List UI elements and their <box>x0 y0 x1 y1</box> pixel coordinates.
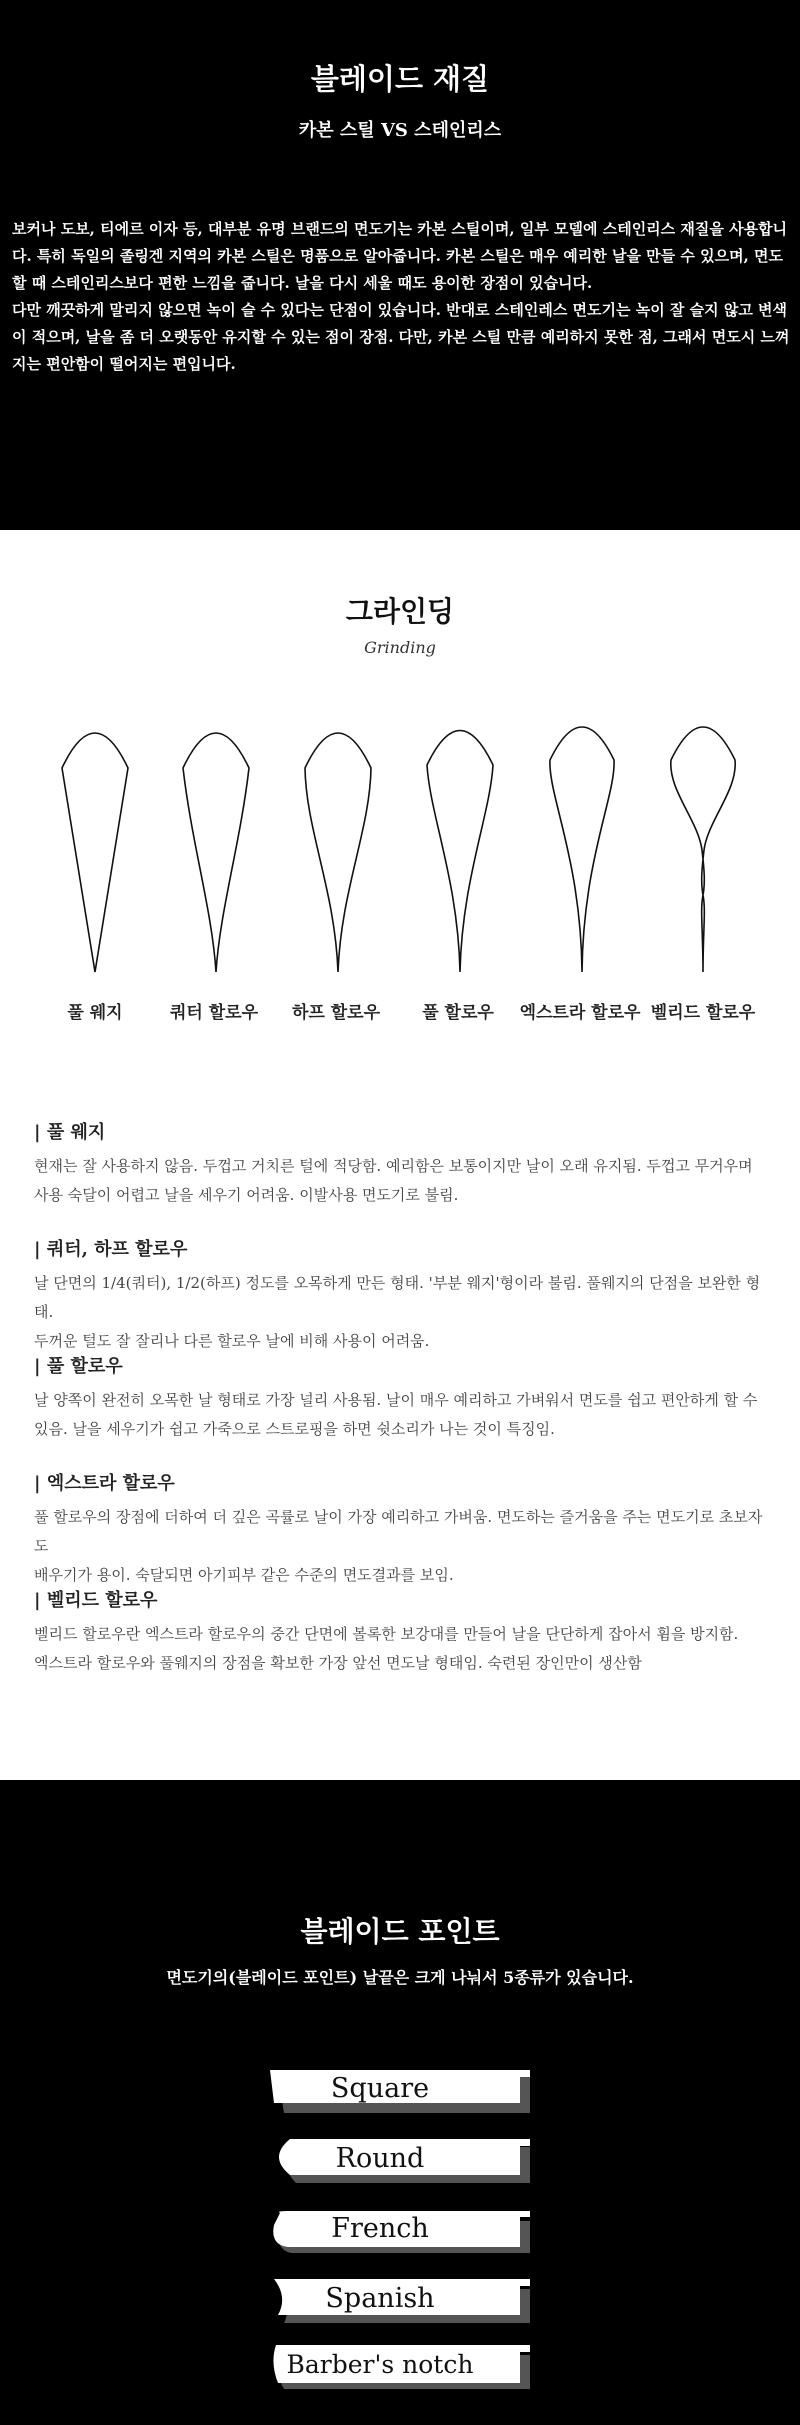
material-body <box>12 216 792 378</box>
half-hollow-profile <box>305 733 371 972</box>
full-wedge-label: 풀 웨지 <box>67 1003 123 1023</box>
description-line: 날 단면의 1/4(쿼터), 1/2(하프) 정도를 오목하게 만든 형태. '부분 웨지'형이라 불림. 풀웨지의 단점을 보완한 형태. <box>34 1274 761 1321</box>
material-title: 블레이드 재질 <box>310 62 490 96</box>
grinding-profiles-diagram <box>0 710 800 975</box>
half-hollow-label: 하프 할로우 <box>291 1003 381 1023</box>
bellied-hollow-label: 벨리드 할로우 <box>650 1003 756 1023</box>
point-french-label: French <box>331 2213 429 2244</box>
point-subtitle: 면도기의(블레이드 포인트) 날끝은 크게 나눠서 5종류가 있습니다. <box>166 1968 634 1987</box>
quarter-hollow-label: 쿼터 할로우 <box>169 1003 259 1023</box>
description-line: 사용 숙달이 어렵고 날을 세우기 어려움. 이발사용 면도기로 불림. <box>34 1186 459 1204</box>
description-heading: | 엑스트라 할로우 <box>34 1473 175 1494</box>
material-paragraph: 보커나 도보, 티에르 이자 등, 대부분 유명 브랜드의 면도기는 카본 스틸이며, 일부 모델에 스테인리스 재질을 사용합니다. 특히 독일의 졸링겐 지역의 카본 스틸은 명품으로 알아줍니다. 카본 스틸은 매우 예리한 날을 만들 수 있으며, 면도할 때 스테인리스보다 편한 느낌을 줍니다. 날을 다시 세울 때도 용이한 장점이 있습니다. <box>12 220 788 292</box>
blade-point-section <box>0 1780 800 2425</box>
grinding-description <box>34 1352 774 1444</box>
blade-material-section <box>0 0 800 530</box>
point-barbers-notch-button[interactable] <box>270 2343 530 2385</box>
description-line: 날 양쪽이 완전히 오목한 날 형태로 가장 널리 사용됨. 날이 매우 예리하고 가벼워서 면도를 쉽고 편안하게 할 수 <box>34 1391 758 1409</box>
description-line: 배우기가 용이. 숙달되면 아기피부 같은 수준의 면도결과를 보임. <box>34 1566 454 1584</box>
description-heading: | 쿼터, 하프 할로우 <box>34 1239 188 1260</box>
bellied-hollow-profile <box>671 727 735 972</box>
grinding-subtitle: Grinding <box>364 638 436 657</box>
point-barbers-notch-label: Barber's notch <box>286 2350 474 2379</box>
description-heading: | 풀 웨지 <box>34 1122 106 1143</box>
point-round-button[interactable] <box>270 2137 530 2179</box>
description-line: 현재는 잘 사용하지 않음. 두껍고 거치른 털에 적당함. 예리함은 보통이지만 날이 오래 유지됨. 두껍고 무거우며 <box>34 1157 753 1175</box>
point-french-button[interactable] <box>270 2207 530 2249</box>
full-hollow-profile <box>427 731 493 973</box>
grinding-description <box>34 1235 774 1356</box>
grinding-title: 그라인딩 <box>345 595 455 628</box>
full-wedge-profile <box>62 733 128 972</box>
point-title: 블레이드 포인트 <box>300 1915 500 1948</box>
material-subtitle: 카본 스틸 VS 스테인리스 <box>298 120 502 141</box>
description-heading: | 풀 할로우 <box>34 1356 123 1377</box>
grinding-description <box>34 1118 774 1210</box>
grinding-description <box>34 1469 774 1590</box>
full-hollow-label: 풀 할로우 <box>422 1003 494 1023</box>
description-line: 벨리드 할로우란 엑스트라 할로우의 중간 단면에 볼록한 보강대를 만들어 날을 단단하게 잡아서 휨을 방지함. <box>34 1625 739 1643</box>
description-line: 엑스트라 할로우와 풀웨지의 장점을 확보한 가장 앞선 면도날 형태임. 숙련된 장인만이 생산함 <box>34 1654 642 1672</box>
point-round-label: Round <box>335 2143 425 2174</box>
point-square-label: Square <box>330 2073 430 2104</box>
description-line: 있음. 날을 세우기가 쉽고 가죽으로 스트로핑을 하면 쉿소리가 나는 것이 특징임. <box>34 1420 555 1438</box>
quarter-hollow-profile <box>183 733 249 972</box>
description-heading: | 벨리드 할로우 <box>34 1590 158 1611</box>
extra-hollow-profile <box>550 727 614 972</box>
point-square-button[interactable] <box>270 2067 530 2109</box>
point-spanish-label: Spanish <box>325 2283 435 2314</box>
description-line: 풀 할로우의 장점에 더하여 더 깊은 곡률로 날이 가장 예리하고 가벼움. 면도하는 즐거움을 주는 면도기로 초보자도 <box>34 1508 763 1555</box>
extra-hollow-label: 엑스트라 할로우 <box>519 1003 641 1023</box>
description-line: 두꺼운 털도 잘 잘리나 다른 할로우 날에 비해 사용이 어려움. <box>34 1332 430 1350</box>
grinding-section <box>0 530 800 1780</box>
material-paragraph: 다만 깨끗하게 말리지 않으면 녹이 슬 수 있다는 단점이 있습니다. 반대로 스테인레스 면도기는 녹이 잘 슬지 않고 변색이 적으며, 날을 좀 더 오랫동안 유지할 수 있는 점이 장점. 다만, 카본 스틸 만큼 예리하지 못한 점, 그래서 면도시 느껴지는 편안함이 떨어지는 편입니다. <box>12 301 790 373</box>
point-spanish-button[interactable] <box>270 2277 530 2319</box>
grinding-description <box>34 1586 774 1678</box>
